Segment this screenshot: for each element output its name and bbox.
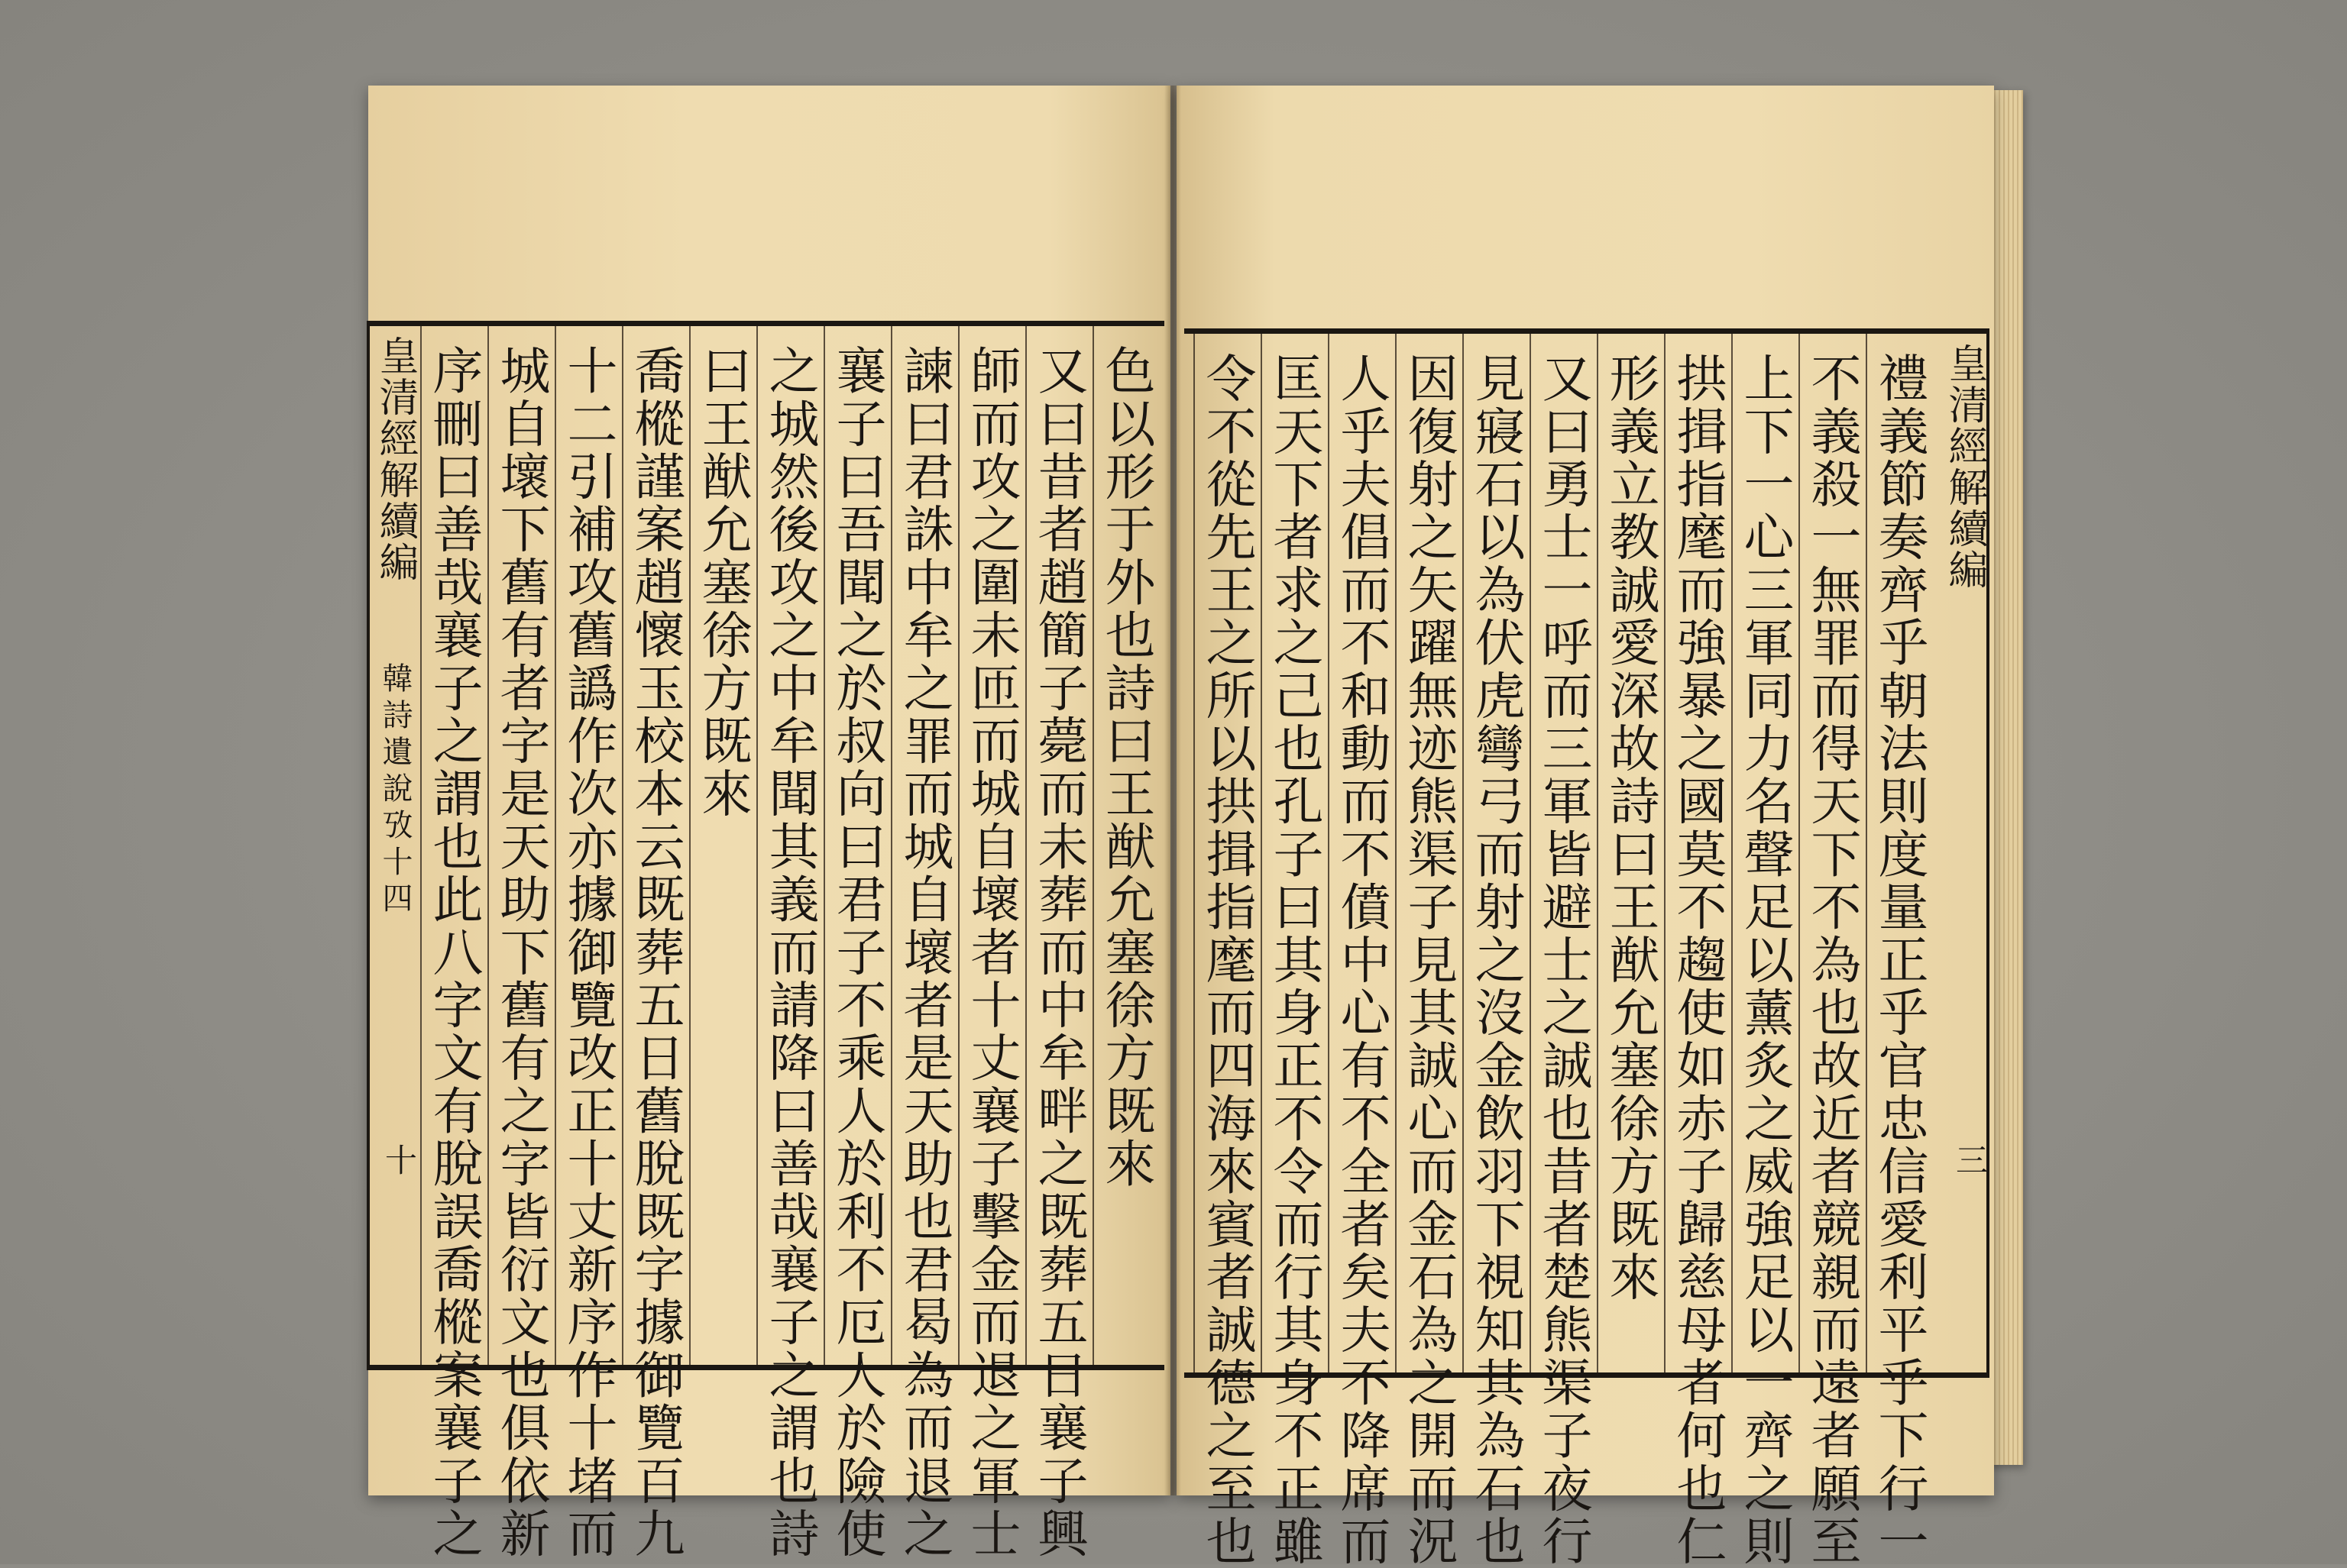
left-column-text: 色以形于外也詩曰王猷允塞徐方既來 bbox=[1096, 344, 1155, 1191]
right-folio: 三 bbox=[1951, 1143, 1989, 1175]
right-text-column bbox=[1261, 334, 1325, 1568]
right-column-text: 令不從先王之所以拱揖指麾而四海來賓者誠德之至也 bbox=[1197, 352, 1256, 1568]
right-text-column bbox=[1193, 334, 1258, 1568]
right-text-column bbox=[1866, 334, 1930, 1568]
left-text-column bbox=[891, 326, 955, 1560]
left-margin-column bbox=[370, 326, 420, 1365]
left-text-column bbox=[958, 326, 1022, 1560]
right-text-column bbox=[1462, 334, 1526, 1568]
left-column-text: 襄子曰吾聞之於叔向曰君子不乘人於利不厄人於險使 bbox=[827, 344, 886, 1560]
right-column-text: 禮義節奏齊乎朝法則度量正乎官忠信愛利平乎下行一 bbox=[1870, 352, 1928, 1568]
right-margin-column bbox=[1939, 334, 1989, 1372]
left-column-text: 喬樅謹案趙懷玉校本云既葬五日舊脫既字據御覽百九 bbox=[626, 344, 685, 1560]
right-column-text: 因復射之矢躍無迹熊渠子見其誠心而金石為之開而況 bbox=[1399, 352, 1458, 1568]
left-text-frame bbox=[367, 321, 1164, 1560]
right-text-column bbox=[1731, 334, 1795, 1568]
right-text-column bbox=[1395, 334, 1459, 1568]
left-column-text: 曰王猷允塞徐方既來 bbox=[693, 344, 752, 820]
book-gutter bbox=[1164, 86, 1181, 1495]
left-text-column bbox=[1025, 326, 1089, 1560]
left-text-column bbox=[555, 326, 619, 1560]
left-text-column bbox=[420, 326, 484, 1560]
left-text-column bbox=[824, 326, 888, 1560]
right-text-column bbox=[1798, 334, 1863, 1568]
right-column-text: 拱揖指麾而強暴之國莫不趨使如赤子歸慈母者何也仁 bbox=[1668, 352, 1727, 1568]
right-text-column bbox=[1664, 334, 1728, 1568]
left-margin-title: 皇清經解續編 bbox=[372, 335, 418, 583]
left-column-text: 師而攻之圍未匝而城自壞者十丈襄子擊金而退之軍士 bbox=[962, 344, 1021, 1560]
right-text-column bbox=[1530, 334, 1594, 1568]
right-column-text: 人乎夫倡而不和動而不僨中心有不全者矣夫不降席而 bbox=[1332, 352, 1390, 1568]
left-text-column bbox=[1093, 326, 1157, 1365]
right-margin-title: 皇清經解續編 bbox=[1941, 343, 1987, 590]
left-margin-subtitle: 韓詩遺說攷十四 bbox=[377, 662, 413, 919]
left-column-text: 諫曰君誅中牟之罪而城自壞者是天助也君曷為而退之 bbox=[895, 344, 953, 1560]
right-column-text: 上下一心三軍同力名聲足以薰炙之威強足以一齊之則 bbox=[1735, 352, 1794, 1568]
left-column-text: 序刪曰善哉襄子之謂也此八字文有脫誤喬樅案襄子之 bbox=[424, 344, 483, 1560]
right-column-text: 不義殺一無罪而得天下不為也故近者競親而遠者願至 bbox=[1802, 352, 1861, 1568]
left-column-text: 十二引補攻舊譌作次亦據御覽改正十丈新序作十堵而 bbox=[558, 344, 617, 1560]
left-column-text: 又曰昔者趙簡子薨而未葬而中牟畔之既葬五日襄子興 bbox=[1029, 344, 1088, 1560]
right-column-text: 見寢石以為伏虎彎弓而射之沒金飲羽下視知其為石也 bbox=[1466, 352, 1525, 1568]
right-text-column bbox=[1597, 334, 1661, 1372]
right-column-text: 又曰勇士一呼而三軍皆避士之誠也昔者楚熊渠子夜行 bbox=[1533, 352, 1592, 1568]
left-text-column bbox=[622, 326, 686, 1560]
left-folio: 十 bbox=[380, 1143, 418, 1175]
left-column-text: 城自壞下舊有者字是天助下舊有之字皆衍文也俱依新 bbox=[491, 344, 550, 1560]
left-text-column bbox=[487, 326, 552, 1560]
right-column-text: 匡天下者求之己也孔子曰其身正不令而行其身不正雖 bbox=[1264, 352, 1323, 1568]
left-text-column bbox=[756, 326, 821, 1560]
right-text-frame bbox=[1184, 328, 1989, 1568]
left-text-column bbox=[689, 326, 753, 1365]
right-text-column bbox=[1328, 334, 1392, 1568]
left-column-text: 之城然後攻之中牟聞其義而請降曰善哉襄子之謂也詩 bbox=[760, 344, 819, 1560]
right-column-text: 形義立教誠愛深故詩曰王猷允塞徐方既來 bbox=[1601, 352, 1659, 1304]
